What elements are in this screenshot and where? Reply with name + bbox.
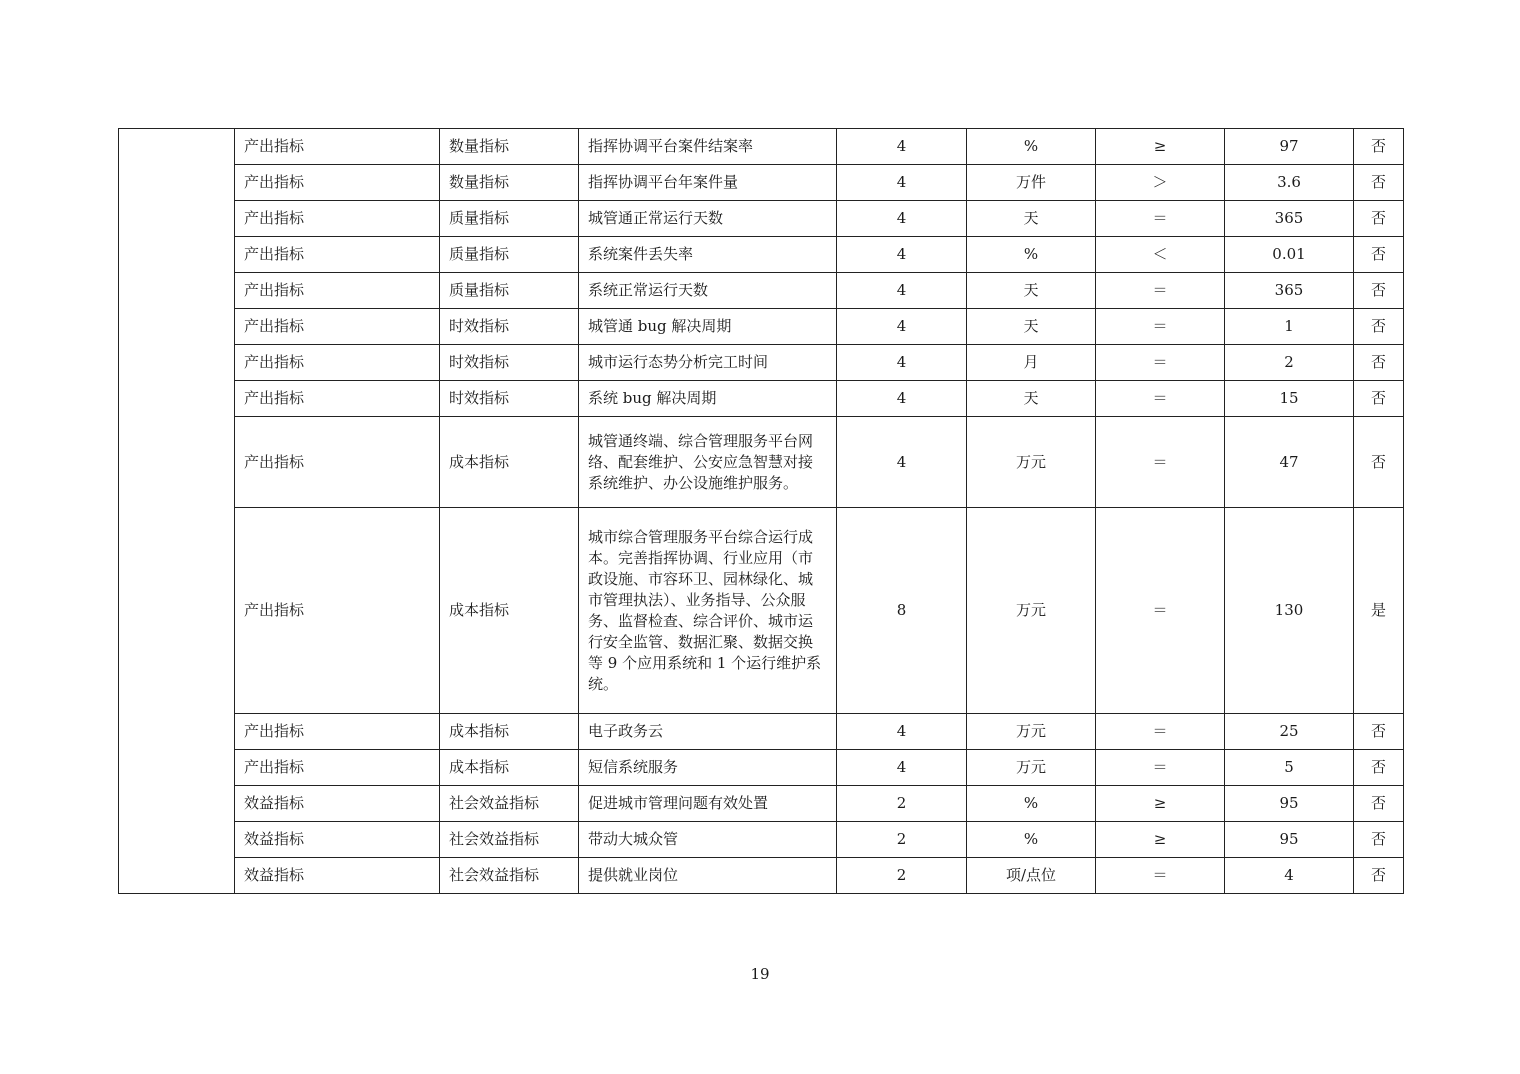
weight-cell: 4	[837, 417, 967, 508]
unit-cell: %	[967, 237, 1096, 273]
unit-cell: 万元	[967, 417, 1096, 508]
unit-cell: 项/点位	[967, 858, 1096, 894]
level2-indicator-cell: 数量指标	[440, 165, 579, 201]
core-indicator-cell: 否	[1354, 201, 1404, 237]
weight-cell: 4	[837, 165, 967, 201]
table-row	[119, 165, 1404, 201]
table-row	[119, 786, 1404, 822]
indicator-name-cell: 城管通终端、综合管理服务平台网络、配套维护、公安应急智慧对接系统维护、办公设施维护服务。	[579, 417, 837, 508]
weight-cell: 8	[837, 508, 967, 714]
target-value-cell: 3.6	[1225, 165, 1354, 201]
level1-indicator-cell: 效益指标	[235, 786, 440, 822]
indicator-name-cell: 城管通正常运行天数	[579, 201, 837, 237]
operator-cell: ≥	[1096, 129, 1225, 165]
level2-indicator-cell: 质量指标	[440, 237, 579, 273]
table-row	[119, 381, 1404, 417]
indicator-name-cell: 城市综合管理服务平台综合运行成本。完善指挥协调、行业应用（市政设施、市容环卫、园林绿化、城市管理执法）、业务指导、公众服务、监督检查、综合评价、城市运行安全监管、数据汇聚、数据交换等 9 个应用系统和 1 个运行维护系统。	[579, 508, 837, 714]
table-row	[119, 309, 1404, 345]
level2-indicator-cell: 时效指标	[440, 309, 579, 345]
operator-cell: ＝	[1096, 201, 1225, 237]
unit-cell: 天	[967, 309, 1096, 345]
level2-indicator-cell: 成本指标	[440, 750, 579, 786]
weight-cell: 4	[837, 714, 967, 750]
level1-indicator-cell: 产出指标	[235, 714, 440, 750]
level2-indicator-cell: 质量指标	[440, 273, 579, 309]
unit-cell: %	[967, 129, 1096, 165]
weight-cell: 2	[837, 822, 967, 858]
target-value-cell: 130	[1225, 508, 1354, 714]
weight-cell: 2	[837, 786, 967, 822]
indicator-name-cell: 城管通 bug 解决周期	[579, 309, 837, 345]
table-row	[119, 858, 1404, 894]
level1-indicator-cell: 效益指标	[235, 858, 440, 894]
level1-indicator-cell: 效益指标	[235, 822, 440, 858]
table-row	[119, 201, 1404, 237]
level2-indicator-cell: 社会效益指标	[440, 786, 579, 822]
level1-indicator-cell: 产出指标	[235, 417, 440, 508]
operator-cell: ≥	[1096, 822, 1225, 858]
indicator-name-cell: 电子政务云	[579, 714, 837, 750]
core-indicator-cell: 否	[1354, 309, 1404, 345]
target-value-cell: 365	[1225, 201, 1354, 237]
weight-cell: 4	[837, 237, 967, 273]
indicator-name-cell: 系统 bug 解决周期	[579, 381, 837, 417]
unit-cell: %	[967, 786, 1096, 822]
operator-cell: ＜	[1096, 237, 1225, 273]
indicator-name-cell: 提供就业岗位	[579, 858, 837, 894]
core-indicator-cell: 否	[1354, 237, 1404, 273]
weight-cell: 4	[837, 309, 967, 345]
page-number: 19	[750, 965, 770, 983]
core-indicator-cell: 否	[1354, 381, 1404, 417]
core-indicator-cell: 否	[1354, 858, 1404, 894]
core-indicator-cell: 否	[1354, 750, 1404, 786]
target-value-cell: 1	[1225, 309, 1354, 345]
indicator-name-cell: 系统案件丢失率	[579, 237, 837, 273]
level1-indicator-cell: 产出指标	[235, 237, 440, 273]
unit-cell: 万元	[967, 750, 1096, 786]
unit-cell: 万元	[967, 508, 1096, 714]
level2-indicator-cell: 成本指标	[440, 508, 579, 714]
table-row	[119, 822, 1404, 858]
unit-cell: 万件	[967, 165, 1096, 201]
target-value-cell: 95	[1225, 786, 1354, 822]
core-indicator-cell: 否	[1354, 714, 1404, 750]
level1-indicator-cell: 产出指标	[235, 165, 440, 201]
core-indicator-cell: 否	[1354, 273, 1404, 309]
target-value-cell: 0.01	[1225, 237, 1354, 273]
table-row	[119, 750, 1404, 786]
level1-indicator-cell: 产出指标	[235, 273, 440, 309]
unit-cell: 天	[967, 381, 1096, 417]
core-indicator-cell: 否	[1354, 345, 1404, 381]
level1-indicator-cell: 产出指标	[235, 381, 440, 417]
operator-cell: ≥	[1096, 786, 1225, 822]
level2-indicator-cell: 质量指标	[440, 201, 579, 237]
unit-cell: 天	[967, 201, 1096, 237]
weight-cell: 4	[837, 750, 967, 786]
target-value-cell: 95	[1225, 822, 1354, 858]
target-value-cell: 4	[1225, 858, 1354, 894]
weight-cell: 4	[837, 345, 967, 381]
indicator-name-cell: 短信系统服务	[579, 750, 837, 786]
level1-indicator-cell: 产出指标	[235, 345, 440, 381]
core-indicator-cell: 否	[1354, 417, 1404, 508]
operator-cell: ＝	[1096, 345, 1225, 381]
table-row	[119, 345, 1404, 381]
operator-cell: ＞	[1096, 165, 1225, 201]
operator-cell: ＝	[1096, 714, 1225, 750]
weight-cell: 4	[837, 129, 967, 165]
core-indicator-cell: 是	[1354, 508, 1404, 714]
operator-cell: ＝	[1096, 858, 1225, 894]
operator-cell: ＝	[1096, 417, 1225, 508]
unit-cell: 月	[967, 345, 1096, 381]
indicator-name-cell: 系统正常运行天数	[579, 273, 837, 309]
core-indicator-cell: 否	[1354, 786, 1404, 822]
core-indicator-cell: 否	[1354, 129, 1404, 165]
indicator-name-cell: 促进城市管理问题有效处置	[579, 786, 837, 822]
operator-cell: ＝	[1096, 750, 1225, 786]
merged-category-cell	[119, 129, 235, 894]
indicator-name-cell: 指挥协调平台案件结案率	[579, 129, 837, 165]
table-row	[119, 714, 1404, 750]
level2-indicator-cell: 成本指标	[440, 714, 579, 750]
level1-indicator-cell: 产出指标	[235, 201, 440, 237]
indicator-name-cell: 城市运行态势分析完工时间	[579, 345, 837, 381]
level1-indicator-cell: 产出指标	[235, 129, 440, 165]
weight-cell: 4	[837, 201, 967, 237]
indicator-name-cell: 带动大城众管	[579, 822, 837, 858]
table-row	[119, 237, 1404, 273]
weight-cell: 4	[837, 381, 967, 417]
weight-cell: 2	[837, 858, 967, 894]
target-value-cell: 5	[1225, 750, 1354, 786]
weight-cell: 4	[837, 273, 967, 309]
target-value-cell: 25	[1225, 714, 1354, 750]
operator-cell: ＝	[1096, 381, 1225, 417]
level2-indicator-cell: 社会效益指标	[440, 822, 579, 858]
operator-cell: ＝	[1096, 508, 1225, 714]
unit-cell: %	[967, 822, 1096, 858]
operator-cell: ＝	[1096, 309, 1225, 345]
indicator-name-cell: 指挥协调平台年案件量	[579, 165, 837, 201]
table-row	[119, 508, 1404, 714]
level1-indicator-cell: 产出指标	[235, 750, 440, 786]
target-value-cell: 47	[1225, 417, 1354, 508]
level2-indicator-cell: 数量指标	[440, 129, 579, 165]
level2-indicator-cell: 时效指标	[440, 381, 579, 417]
table-row	[119, 129, 1404, 165]
operator-cell: ＝	[1096, 273, 1225, 309]
target-value-cell: 97	[1225, 129, 1354, 165]
level2-indicator-cell: 社会效益指标	[440, 858, 579, 894]
core-indicator-cell: 否	[1354, 822, 1404, 858]
level1-indicator-cell: 产出指标	[235, 309, 440, 345]
core-indicator-cell: 否	[1354, 165, 1404, 201]
table-row	[119, 417, 1404, 508]
unit-cell: 天	[967, 273, 1096, 309]
target-value-cell: 2	[1225, 345, 1354, 381]
target-value-cell: 365	[1225, 273, 1354, 309]
level2-indicator-cell: 时效指标	[440, 345, 579, 381]
table-row	[119, 273, 1404, 309]
level1-indicator-cell: 产出指标	[235, 508, 440, 714]
performance-indicator-table	[118, 128, 1404, 894]
target-value-cell: 15	[1225, 381, 1354, 417]
unit-cell: 万元	[967, 714, 1096, 750]
level2-indicator-cell: 成本指标	[440, 417, 579, 508]
